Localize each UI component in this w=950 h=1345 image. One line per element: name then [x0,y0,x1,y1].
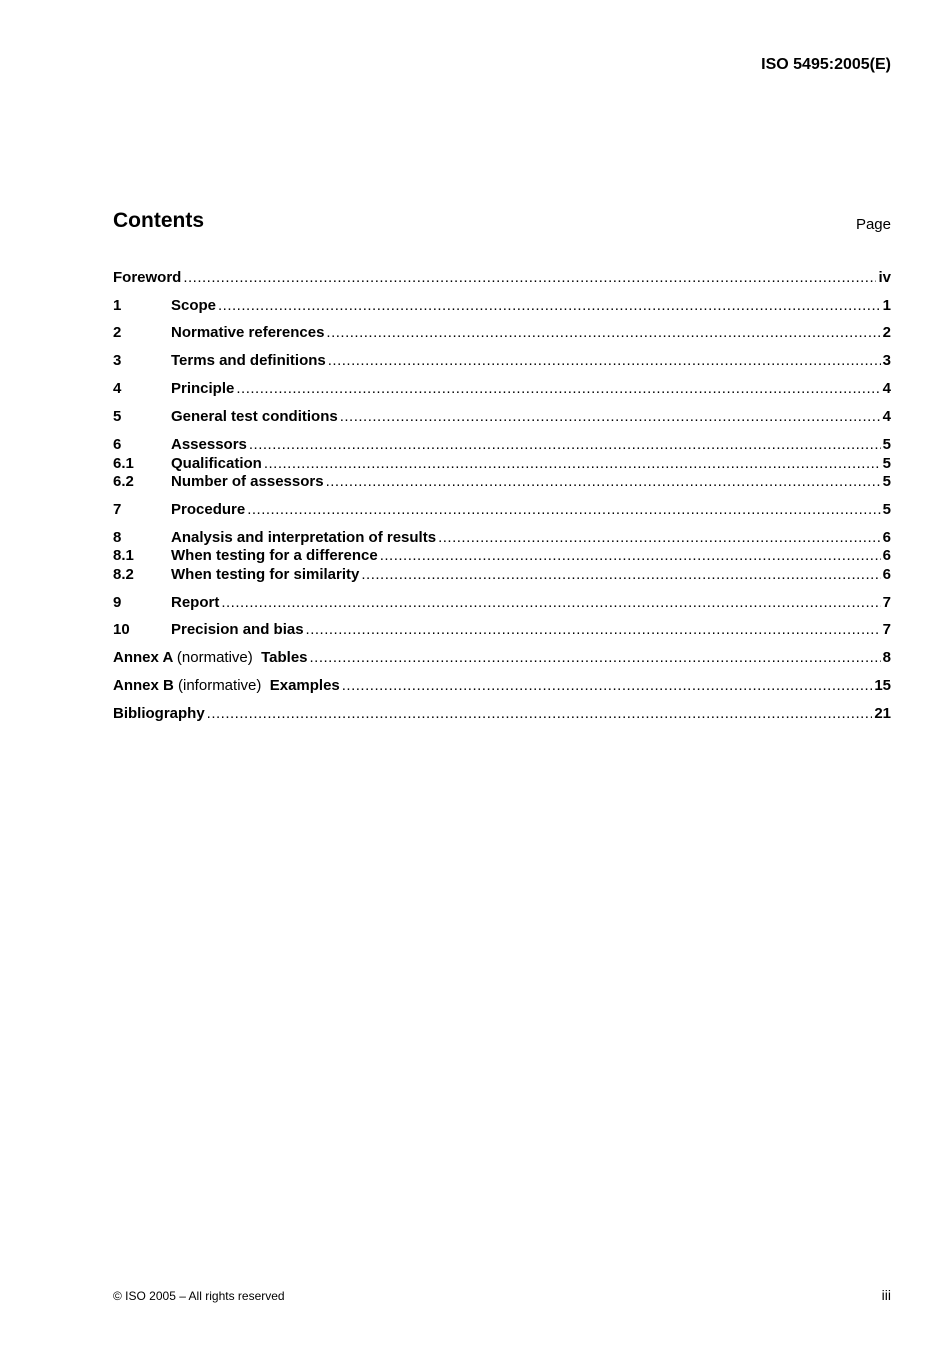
dot-leader [221,594,880,612]
dot-leader [310,649,881,667]
toc-entry-number: 6 [113,436,122,453]
toc-entry-number: 4 [113,380,122,397]
toc-entry-page: 6 [882,529,891,546]
toc-entry-title: Normative references [171,324,325,341]
toc-entry-number-of-assessors[interactable] [113,473,891,491]
toc-entry-number: 3 [113,352,122,369]
dot-leader [380,547,881,565]
toc-entry-title: When testing for a difference [171,547,378,564]
toc-entry-foreword[interactable] [113,269,891,287]
toc-entry-page: 5 [882,473,891,490]
toc-entry-page: 4 [882,408,891,425]
annex-title: Examples [269,677,340,694]
toc-entry-number: 6.2 [113,473,134,490]
dot-leader [438,529,881,547]
annex-type: (informative) [178,677,262,694]
toc-entry-testing-for-difference[interactable] [113,547,891,565]
toc-entry-procedure[interactable] [113,501,891,519]
document-id: ISO 5495:2005(E) [761,56,891,73]
toc-entry-page: 1 [882,297,891,314]
toc-entry-normative-references[interactable] [113,324,891,342]
toc-entry-number: 6.1 [113,455,134,472]
toc-entry-title: When testing for similarity [171,566,360,583]
dot-leader [207,705,873,723]
toc-entry-number: 1 [113,297,122,314]
toc-entry-number: 9 [113,594,122,611]
toc-entry-page: 6 [882,547,891,564]
toc-entry-bibliography[interactable] [113,705,891,723]
dot-leader [326,473,881,491]
toc-entry-title: Report [171,594,220,611]
toc-entry-page: 15 [874,677,891,694]
dot-leader [342,677,873,695]
toc-entry-title [113,677,340,695]
toc-entry-page: iv [878,269,891,286]
toc-entry-title [113,649,308,667]
toc-entry-title: Principle [171,380,235,397]
toc-entry-title: Analysis and interpretation of results [171,529,437,546]
dot-leader [249,436,881,454]
toc-entry-title: General test conditions [171,408,338,425]
toc-entry-page: 5 [882,436,891,453]
toc-entry-precision-and-bias[interactable] [113,621,891,639]
toc-entry-page: 7 [882,621,891,638]
toc-entry-title: Assessors [171,436,247,453]
toc-entry-number: 8.1 [113,547,134,564]
toc-entry-title: Terms and definitions [171,352,326,369]
toc-entry-page: 21 [874,705,891,722]
toc-entry-general-test-conditions[interactable] [113,408,891,426]
toc-entry-page: 4 [882,380,891,397]
toc-entry-title: Bibliography [113,705,205,722]
toc-entry-page: 2 [882,324,891,341]
toc-entry-scope[interactable] [113,297,891,315]
toc-entry-analysis-and-interpretation[interactable] [113,529,891,547]
dot-leader [247,501,880,519]
toc-entry-number: 5 [113,408,122,425]
toc-entry-title: Procedure [171,501,246,518]
annex-title: Tables [261,649,308,666]
annex-label: Annex A [113,649,173,666]
toc-entry-principle[interactable] [113,380,891,398]
dot-leader [361,566,880,584]
toc-entry-qualification[interactable] [113,455,891,473]
toc-entry-page: 6 [882,566,891,583]
toc-entry-terms-and-definitions[interactable] [113,352,891,370]
toc-entry-page: 5 [882,501,891,518]
toc-entry-title: Qualification [171,455,262,472]
dot-leader [236,380,880,398]
toc-entry-page: 7 [882,594,891,611]
toc-entry-page: 8 [882,649,891,666]
dot-leader [328,352,881,370]
toc-entry-testing-for-similarity[interactable] [113,566,891,584]
dot-leader [264,455,881,473]
toc-entry-number: 10 [113,621,130,638]
dot-leader [218,297,881,315]
contents-title: Contents [113,209,204,232]
toc-entry-page: 5 [882,455,891,472]
toc-entry-annex-b[interactable] [113,677,891,695]
toc-entry-report[interactable] [113,594,891,612]
annex-type: (normative) [176,649,253,666]
toc-entry-title: Scope [171,297,217,314]
dot-leader [340,408,881,426]
toc-entry-number: 8 [113,529,122,546]
page-column-label: Page [855,216,891,233]
toc-entry-annex-a[interactable] [113,649,891,667]
toc-entry-number: 8.2 [113,566,134,583]
toc-entry-title: Number of assessors [171,473,324,490]
dot-leader [183,269,876,287]
toc-entry-number: 2 [113,324,122,341]
toc-entry-assessors[interactable] [113,436,891,454]
footer-page-number: iii [881,1287,891,1303]
annex-label: Annex B [113,677,174,694]
dot-leader [306,621,881,639]
toc-entry-page: 3 [882,352,891,369]
toc-entry-title: Precision and bias [171,621,304,638]
footer-copyright: © ISO 2005 – All rights reserved [113,1289,285,1303]
dot-leader [326,324,880,342]
toc-entry-number: 7 [113,501,122,518]
toc-entry-title: Foreword [113,269,182,286]
